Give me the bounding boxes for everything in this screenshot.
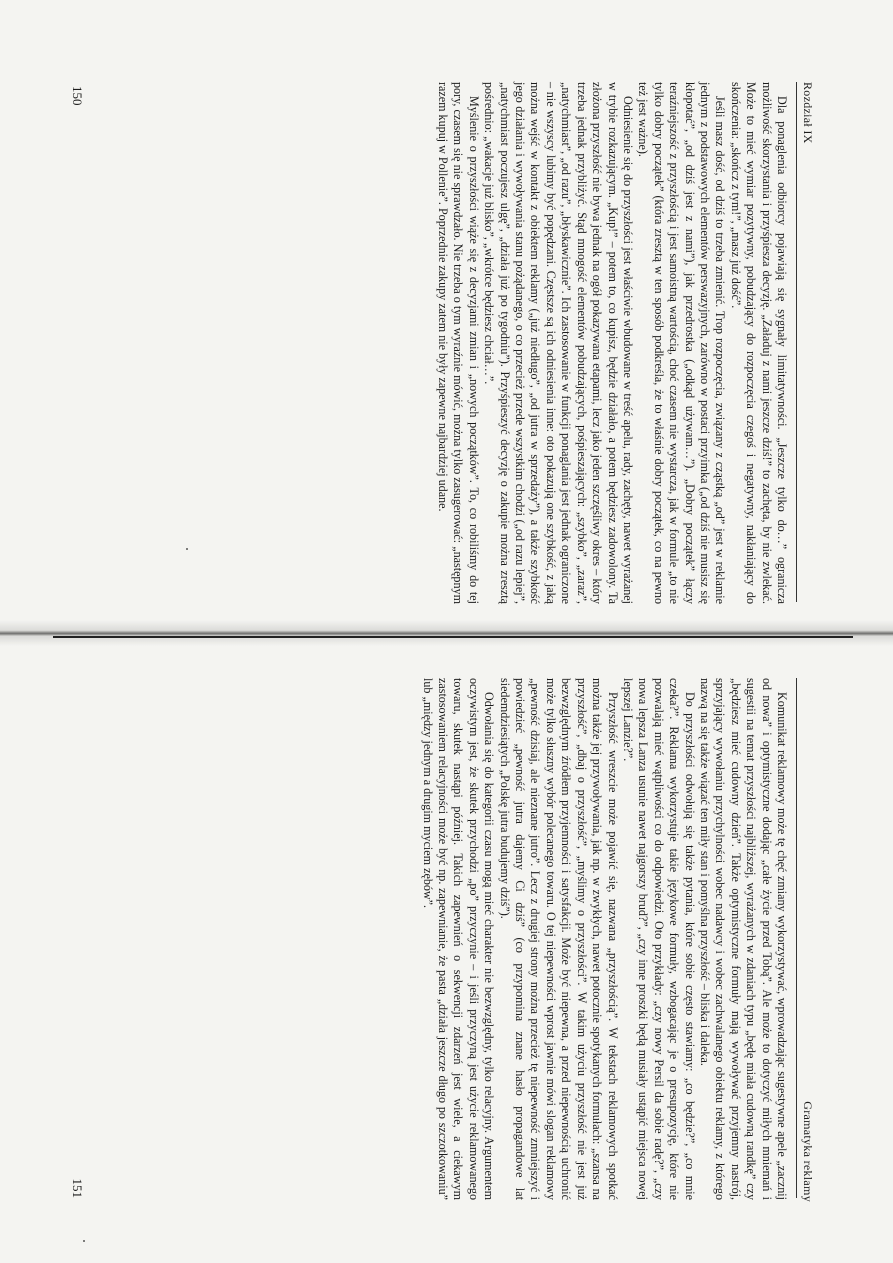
paragraph: Przyszłość wreszcie może pojawić się, nazwana „przyszłością”. W tekstach reklamowych spotkać można także jej przywoływania, jak np. w zwykłych, nawet potocznie spotykanych formułach: „szansa na przyszłość”, „dbaj o przyszłość”, „myślimy o przyszłości”. W takim użyciu przyszłość nie jest już bezwzględnym źródłem przyjemności i satysfakcji. Może być niepewna, a przed niepewnością uchronić może tylko słuszny wybór polecanego towaru. O tej niepewności wprost jawnie mówi slogan reklamowy „pewność dzisiaj, ale nieznane jutro”. Lecz z drugiej strony można przecież tę niepewność zmniejszyć i powiedzieć „pewność jutra dajemy Ci dziś” (co przypomina znane hasło propagandowe lat siedemdziesiątych „Polskę jutra budujemy dziś”).	[497, 678, 620, 1200]
paragraph: Komunikat reklamowy może tę chęć zmiany wykorzystywać, wprowadzając sugestywne apele „zacznij od nowa” i optymistyczne dodając „całe życie przed Tobą”. Ale może to dotyczyć miłych mniemań i sugestii na temat przyszłości najbliższej, wyrażanych w zdaniach typu „będę miała cudowną randkę” czy „będziesz mieć cudowny dzień”. Także optymistyczne formuły mają wywoływać przyjemny nastrój, sprzyjający wywołaniu przychylności wobec nadawcy i wobec zachwalanego obiektu reklamy, z którego nazwą na się także wiązać ten miły stan i pomyślna przyszłość – bliska i daleka.	[697, 678, 789, 1200]
paragraph: Myślenie o przyszłości wiąże się z decyzjami zmian i „nowych początków”. To, co robiliśmy do tej pory, czasem się nie sprawdzało. Nie trzeba o tym wyraźnie mówić, można tylko zasugerować: „następnym razem kupuj w Pollenie”. Poprzednie zakupy zatem nie były zapewne najbardziej udane.	[436, 82, 481, 604]
left-page-body	[435, 82, 789, 604]
right-page	[0, 660, 893, 1220]
book-gutter-shadow	[0, 620, 893, 646]
paragraph: Do przyszłości odwołują się także pytania, które sobie często stawiamy: „co będzie?”, „co mnie czeka?”. Reklama wykorzystuje takie językowe formuły, wzbogacając je o presupozycję, które nie pozwalają mieć wątpliwości co do odpowiedzi. Oto przykłady: „czy nowy Persil da sobie radę?”, „czy nowa lepsza Lanza usunie nawet najgorszy brud?”, „czy inne proszki będą musiały ustąpić miejsca nowej lepszej Lanzie?”.	[620, 678, 697, 1200]
running-head-left: Rozdział IX	[801, 82, 815, 144]
paragraph: Odniesienie się do przyszłości jest właściwie wbudowane w treść apelu, rady, zachęty, nawet wyrażanej w trybie rozkazującym. „Kup!” – potem to, co kupisz, będzie działało, a potem będziesz zadowolony. Ta złożona przyszłość nie bywa jednak na ogół pokazywana etapami, lecz jako jeden szczęśliwy okres – który trzeba jednak przybliżyć. Stąd mnogość elementów pobudzających, pośpieszających: „szybko”, „zaraz”, „natychmiast”, „od razu”, „błyskawicznie”. Ich zastosowanie w funkcji ponaglania jest jednak ograniczone – nie wszyscy lubimy być popędzani. Częstsze są ich odniesienia inne: oto pokazują one szybkość, z jaką można wejść w kontakt z obiektem reklamy („już niedługo”, „od jutra w sprzedaży”), a także szybkość jego działania i wywoływania stanu pożądanego, o co przecież przede wszystkim chodzi („od razu lepiej”, „natychmiast poczujesz ulgę”, „działa już po tygodniu”). Przyśpieszyć decyzję o zakupie można zresztą pośrednio: „wakacje już blisko”, „wkrótce będziesz chciał…”.	[482, 82, 635, 604]
book-spine-line	[53, 636, 853, 638]
page-number-left: 150	[70, 86, 85, 106]
running-head-right: Gramatyka reklamy	[801, 1101, 815, 1202]
header-rule-left	[796, 82, 797, 602]
page-number-right: 151	[70, 1178, 85, 1198]
paragraph: Jeśli masz dość, od dziś to trzeba zmienić. Trop rozpoczęcia, związany z cząstką „od” jest w reklamie jednym z podstawowych elementów perswazyjnych, zarówno w postaci przyimka („od dziś nie musisz się kłopotać”, „od dziś jest z nami”), jak przedrostka („odkąd używam…”). „Dobry początek” łączy teraźniejszość z przyszłością i jest samoistną wartością, choć czasem nie wystarcza, jak w formule „to nie tylko dobry początek” (która zresztą w ten sposób podkreśla, że to właśnie dobry początek, co na pewno też jest ważne).	[636, 82, 728, 604]
paragraph: Dla ponaglenia odbiorcy pojawiają się sygnały limitatywności. „Jeszcze tylko do…” ogranicza możliwość skorzystania i przyśpiesza decyzję. „Załaduj z nami jeszcze dziś!” to zachęta, by nie zwlekać. Może to mieć wymiar pozytywny, pobudzający do rozpoczęcia czegoś i negatywny, nakłaniający do skończenia: „skończ z tym!”, „masz już dość”.	[728, 82, 789, 604]
header-rule-right	[796, 678, 797, 1198]
right-page-body	[419, 678, 789, 1200]
paragraph: Odwołania się do kategorii czasu mogą mieć charakter nie bezwzględny, tylko relacyjny. Argumentem oczywistym jest, że skutek przychodzi „po” przyczynie – i jeśli przyczyną jest użycie reklamowanego towaru, skutek nastąpi później. Takich zapewnień o sekwencji zdarzeń jest wiele, a ciekawym zastosowaniem relacyjności może być np. zapewnianie, że pasta „działa jeszcze długo po szczotkowaniu” lub „między jednym a drugim myciem zębów”.	[420, 678, 497, 1200]
scan-speck	[186, 548, 188, 550]
scan-speck	[83, 1240, 85, 1242]
left-page	[0, 60, 893, 620]
